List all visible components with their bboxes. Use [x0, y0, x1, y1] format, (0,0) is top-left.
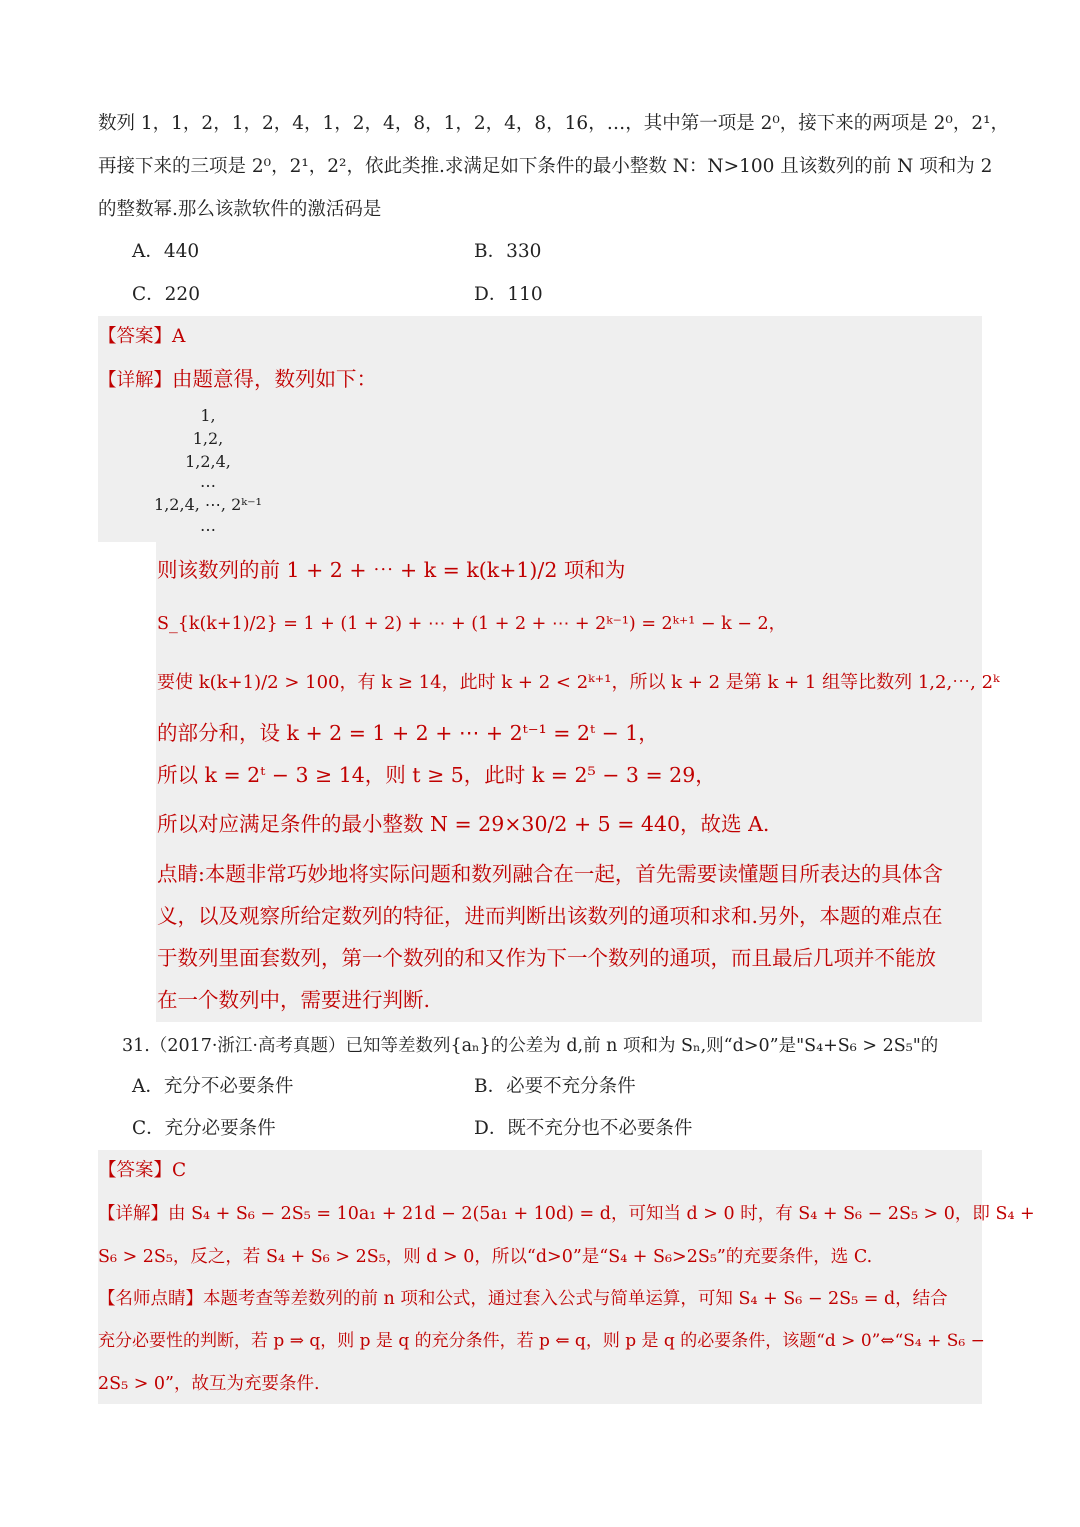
q30-stem-line-3: 的整数幂.那么该款软件的激活码是 — [98, 199, 382, 220]
q30-detail-intro: 由题意得，数列如下： — [172, 367, 378, 391]
q30-solution-3: 要使 k(k+1)/2 > 100，有 k ≥ 14，此时 k + 2 < 2ᵏ⁺¹，所以 k + 2 是第 k + 1 组等比数列 1,2,⋯, 2ᵏ — [157, 672, 1000, 693]
q30-solution-1: 则该数列的前 1 + 2 + ⋯ + k = k(k+1)/2 项和为 — [157, 558, 626, 582]
tri-row-5: 1,2,4, ⋯, 2ᵏ⁻¹ — [154, 495, 262, 514]
q30-option-d: D．110 — [474, 284, 543, 305]
q31-detail-2: S₆ > 2S₅，反之，若 S₄ + S₆ > 2S₅，则 d > 0，所以“d>0”是“S₄ + S₆>2S₅”的充要条件，选 C. — [98, 1247, 873, 1267]
q30-note-4: 在一个数列中，需要进行判断. — [157, 988, 431, 1012]
q30-note-1: 点睛:本题非常巧妙地将实际问题和数列融合在一起，首先需要读懂题目所表达的具体含 — [157, 862, 943, 886]
q31-stem: 31.（2017·浙江·高考真题）已知等差数列{aₙ}的公差为 d,前 n 项和为 Sₙ,则“d>0”是"S₄+S₆ > 2S₅"的 — [122, 1036, 939, 1056]
q30-solution-5: 所以 k = 2ᵗ − 3 ≥ 14，则 t ≥ 5，此时 k = 2⁵ − 3 = 29， — [157, 763, 716, 787]
q31-option-c: C．充分必要条件 — [132, 1118, 276, 1139]
q30-stem-line-2: 再接下来的三项是 2⁰，2¹，2²，依此类推.求满足如下条件的最小整数 N：N>100 且该数列的前 N 项和为 2 — [98, 156, 993, 177]
tri-row-2: 1,2, — [192, 429, 224, 448]
q30-answer-value: A — [172, 326, 186, 347]
q31-option-a: A．充分不必要条件 — [132, 1076, 294, 1097]
q30-stem-line-1: 数列 1，1，2，1，2，4，1，2，4，8，1，2，4，8，16，…，其中第一项是 2⁰，接下来的两项是 2⁰，2¹， — [98, 113, 1010, 134]
q30-option-c: C．220 — [132, 284, 200, 305]
q30-solution-2: S_{k(k+1)/2} = 1 + (1 + 2) + ⋯ + (1 + 2 + ⋯ + 2ᵏ⁻¹) = 2ᵏ⁺¹ − k − 2， — [157, 614, 787, 634]
q31-answer-box — [98, 1150, 982, 1404]
q30-detail-label: 【详解】 — [98, 370, 173, 391]
q30-note-2: 义，以及观察所给定数列的特征，进而判断出该数列的通项和求和.另外，本题的难点在 — [157, 904, 943, 928]
q30-option-b: B．330 — [474, 241, 542, 262]
q31-option-b: B．必要不充分条件 — [474, 1076, 636, 1097]
q30-solution-4: 的部分和，设 k + 2 = 1 + 2 + ⋯ + 2ᵗ⁻¹ = 2ᵗ − 1， — [157, 721, 659, 745]
q30-answer — [98, 323, 185, 351]
q30-detail — [98, 365, 377, 395]
q31-answer-label: 【答案】 — [98, 1160, 173, 1181]
q31-answer-value: C — [172, 1160, 187, 1181]
q31-detail-label: 【详解】 — [98, 1204, 168, 1224]
q31-tip-label: 【名师点睛】 — [98, 1289, 203, 1309]
q30-solution-6: 所以对应满足条件的最小整数 N = 29×30/2 + 5 = 440，故选 A. — [157, 812, 770, 836]
q31-option-d: D．既不充分也不必要条件 — [474, 1118, 693, 1139]
tri-row-6: … — [200, 516, 216, 535]
q31-answer — [98, 1157, 186, 1185]
q31-tip-1 — [98, 1285, 948, 1313]
q30-note-3: 于数列里面套数列，第一个数列的和又作为下一个数列的通项，而且最后几项并不能放 — [157, 946, 936, 970]
tri-row-3: 1,2,4, — [185, 452, 231, 471]
q30-option-a: A．440 — [132, 241, 200, 262]
q30-answer-label: 【答案】 — [98, 326, 173, 347]
q31-tip-2: 充分必要性的判断，若 p ⇒ q，则 p 是 q 的充分条件，若 p ⇐ q，则 p 是 q 的必要条件，该题“d > 0”⇔“S₄ + S₆ − — [98, 1331, 985, 1351]
q31-tip-text-1: 本题考查等差数列的前 n 项和公式，通过套入公式与简单运算，可知 S₄ + S₆ − 2S₅ = d，结合 — [203, 1289, 948, 1309]
tri-row-4: … — [200, 472, 216, 491]
q31-tip-3: 2S₅ > 0”，故互为充要条件. — [98, 1374, 320, 1394]
tri-row-1: 1, — [200, 406, 216, 425]
q31-detail-text-1: 由 S₄ + S₆ − 2S₅ = 10a₁ + 21d − 2(5a₁ + 10d) = d，可知当 d > 0 时，有 S₄ + S₆ − 2S₅ > 0，即 S₄ + — [168, 1204, 1035, 1224]
q31-detail-1 — [98, 1200, 1035, 1228]
